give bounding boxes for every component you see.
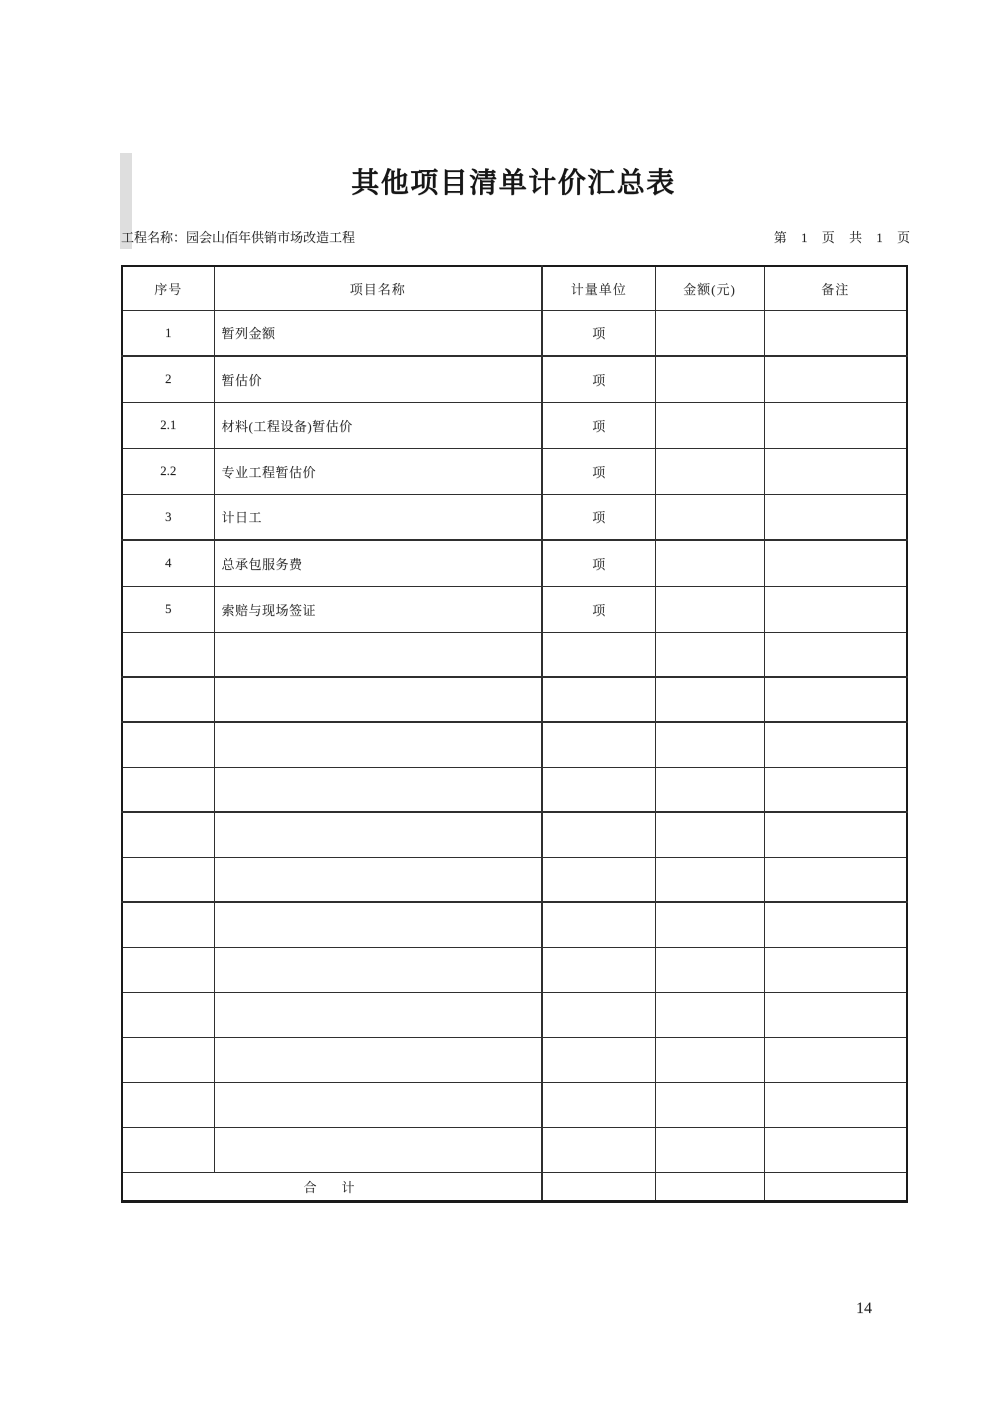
empty-table-row (122, 677, 907, 722)
cell-amount-empty (655, 1082, 764, 1127)
summary-table (121, 265, 908, 1203)
cell-note-total (764, 1172, 907, 1201)
cell-amount-empty (655, 1037, 764, 1082)
cell-amount (655, 310, 764, 356)
empty-table-row (122, 767, 907, 812)
cell-note-empty (764, 992, 907, 1037)
empty-table-row (122, 947, 907, 992)
empty-table-row (122, 857, 907, 902)
cell-unit-empty (542, 767, 655, 812)
empty-table-row (122, 1127, 907, 1172)
cell-note-empty (764, 1037, 907, 1082)
cell-amount (655, 540, 764, 586)
cell-note-empty (764, 812, 907, 857)
meta-row (121, 227, 911, 246)
cell-amount (655, 356, 764, 402)
project-name-label: 工程名称：园会山佰年供销市场改造工程 (121, 230, 356, 245)
cell-no-empty (122, 1082, 214, 1127)
cell-unit-empty (542, 992, 655, 1037)
cell-amount (655, 448, 764, 494)
cell-no: 1 (122, 310, 214, 356)
cell-name-empty (214, 902, 542, 947)
cell-no-empty (122, 992, 214, 1037)
cell-no-empty (122, 677, 214, 722)
cell-no: 5 (122, 586, 214, 632)
page-title: 其他项目清单计价汇总表 (351, 168, 676, 199)
table-row (122, 402, 907, 448)
cell-unit-total (542, 1172, 655, 1201)
cell-no-empty (122, 812, 214, 857)
cell-note (764, 310, 907, 356)
cell-name-empty (214, 992, 542, 1037)
cell-name: 计日工 (214, 494, 542, 540)
cell-unit-empty (542, 1127, 655, 1172)
cell-amount-empty (655, 767, 764, 812)
cell-name: 索赔与现场签证 (214, 586, 542, 632)
cell-note-empty (764, 857, 907, 902)
cell-unit: 项 (542, 586, 655, 632)
empty-table-row (122, 992, 907, 1037)
cell-unit: 项 (542, 540, 655, 586)
empty-table-row (122, 632, 907, 677)
cell-amount-empty (655, 632, 764, 677)
cell-unit-empty (542, 902, 655, 947)
cell-no-empty (122, 1127, 214, 1172)
cell-note (764, 402, 907, 448)
table-row (122, 494, 907, 540)
cell-amount-total (655, 1172, 764, 1201)
cell-unit-empty (542, 722, 655, 767)
total-label-cell: 合 计 (122, 1172, 542, 1201)
table-row (122, 586, 907, 632)
cell-unit-empty (542, 1037, 655, 1082)
empty-table-row (122, 812, 907, 857)
cell-amount-empty (655, 857, 764, 902)
column-header: 备注 (764, 266, 907, 310)
cell-unit: 项 (542, 356, 655, 402)
footer-page-number: 14 (856, 1300, 872, 1317)
cell-name-empty (214, 947, 542, 992)
column-header: 序号 (122, 266, 214, 310)
empty-table-row (122, 902, 907, 947)
table-body (122, 310, 907, 1201)
cell-note-empty (764, 722, 907, 767)
cell-name: 暂列金额 (214, 310, 542, 356)
cell-name-empty (214, 857, 542, 902)
page-info-label: 第 1 页 共 1 页 (773, 230, 911, 245)
cell-amount-empty (655, 992, 764, 1037)
cell-note-empty (764, 902, 907, 947)
cell-no: 2 (122, 356, 214, 402)
cell-name: 暂估价 (214, 356, 542, 402)
cell-name-empty (214, 677, 542, 722)
cell-note (764, 494, 907, 540)
cell-name-empty (214, 812, 542, 857)
cell-name: 材料(工程设备)暂估价 (214, 402, 542, 448)
table-row (122, 356, 907, 402)
cell-amount-empty (655, 1127, 764, 1172)
cell-amount (655, 402, 764, 448)
cell-no: 2.1 (122, 402, 214, 448)
cell-no-empty (122, 767, 214, 812)
cell-unit: 项 (542, 494, 655, 540)
cell-note-empty (764, 1127, 907, 1172)
empty-table-row (122, 722, 907, 767)
cell-no: 4 (122, 540, 214, 586)
cell-name-empty (214, 1082, 542, 1127)
cell-no-empty (122, 857, 214, 902)
cell-amount-empty (655, 812, 764, 857)
cell-name-empty (214, 722, 542, 767)
cell-note-empty (764, 1082, 907, 1127)
cell-amount-empty (655, 677, 764, 722)
cell-no-empty (122, 1037, 214, 1082)
cell-amount (655, 494, 764, 540)
cell-no: 2.2 (122, 448, 214, 494)
cell-no-empty (122, 902, 214, 947)
empty-table-row (122, 1082, 907, 1127)
cell-note (764, 586, 907, 632)
cell-no-empty (122, 947, 214, 992)
cell-note-empty (764, 767, 907, 812)
cell-note-empty (764, 947, 907, 992)
cell-note (764, 448, 907, 494)
column-header: 金额(元) (655, 266, 764, 310)
cell-unit-empty (542, 947, 655, 992)
cell-name-empty (214, 632, 542, 677)
cell-unit-empty (542, 857, 655, 902)
cell-amount-empty (655, 902, 764, 947)
cell-amount (655, 586, 764, 632)
table-row (122, 448, 907, 494)
cell-name-empty (214, 767, 542, 812)
cell-amount-empty (655, 947, 764, 992)
cell-note (764, 540, 907, 586)
cell-unit-empty (542, 677, 655, 722)
empty-table-row (122, 1037, 907, 1082)
table-row (122, 310, 907, 356)
cell-no: 3 (122, 494, 214, 540)
cell-note-empty (764, 632, 907, 677)
total-row (122, 1172, 907, 1201)
cell-name-empty (214, 1127, 542, 1172)
cell-unit-empty (542, 1082, 655, 1127)
column-header: 计量单位 (542, 266, 655, 310)
cell-name-empty (214, 1037, 542, 1082)
table-row (122, 540, 907, 586)
cell-no-empty (122, 722, 214, 767)
cell-unit-empty (542, 632, 655, 677)
cell-amount-empty (655, 722, 764, 767)
cell-note-empty (764, 677, 907, 722)
cell-name: 总承包服务费 (214, 540, 542, 586)
cell-note (764, 356, 907, 402)
cell-unit: 项 (542, 402, 655, 448)
cell-unit: 项 (542, 310, 655, 356)
column-header: 项目名称 (214, 266, 542, 310)
cell-name: 专业工程暂估价 (214, 448, 542, 494)
cell-no-empty (122, 632, 214, 677)
cell-unit: 项 (542, 448, 655, 494)
header-row (122, 266, 907, 310)
cell-unit-empty (542, 812, 655, 857)
